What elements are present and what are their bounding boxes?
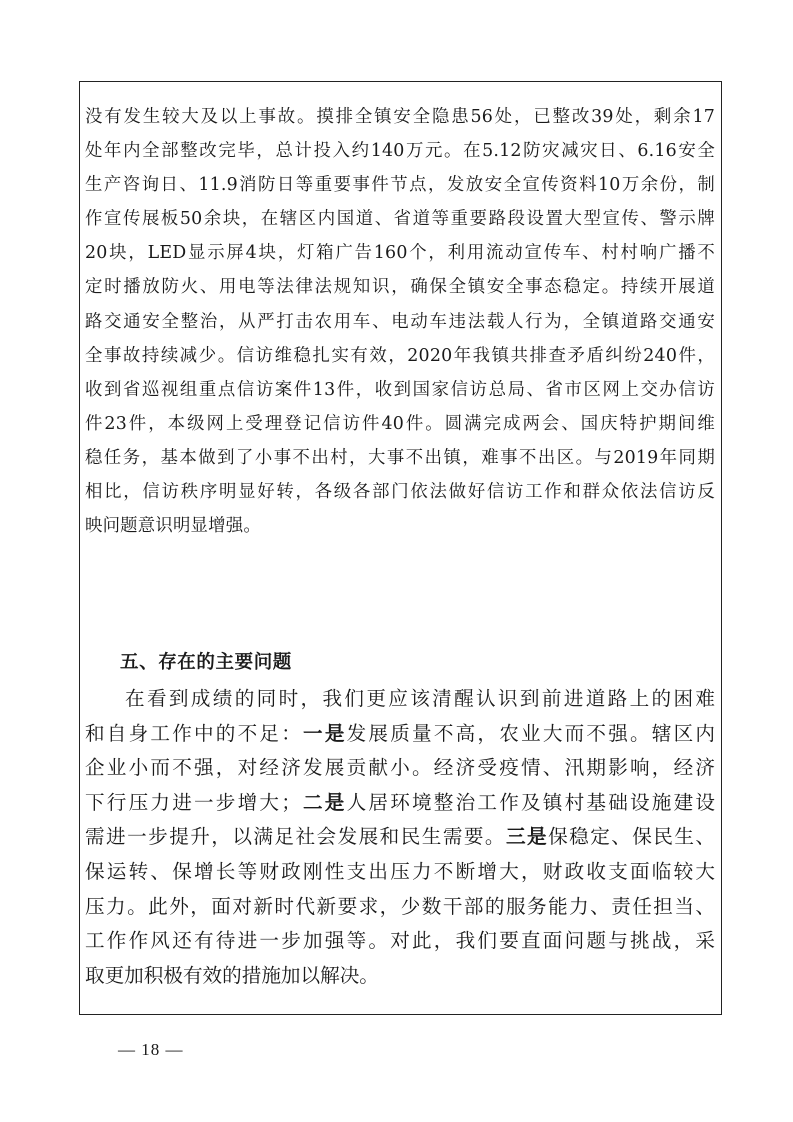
text-line: [85, 786, 715, 821]
text-line: 没有发生较大及以上事故。摸排全镇安全隐患56处，已整改39处，剩余17: [85, 107, 715, 127]
text-segment: 发展质量不高，农业大而不强。辖区内: [346, 721, 716, 745]
text-line: 生产咨询日、11.9消防日等重要事件节点，发放安全宣传资料10万余份，制: [85, 175, 715, 196]
text-line: 保运转、保增长等财政刚性支出压力不断增大，财政收支面临较大: [85, 859, 715, 883]
text-line: 处年内全部整改完毕，总计投入约140万元。在5.12防灾减灾日、6.16安全: [85, 141, 715, 162]
text-line: [85, 820, 715, 855]
text-line: 路交通安全整治，从严打击农用车、电动车违法载人行为，全镇道路交通安: [85, 311, 715, 332]
text-line: 全事故持续减少。信访维稳扎实有效，2020年我镇共排查矛盾纠纷240件，: [85, 345, 715, 366]
emphasis-third: 三是: [505, 825, 549, 849]
emphasis-second: 二是: [300, 790, 347, 814]
text-line: 收到省巡视组重点信访案件13件，收到国家信访总局、省市区网上交办信访: [85, 379, 715, 400]
section-heading: 五、存在的主要问题: [120, 652, 292, 673]
safety-and-petition-paragraph: [85, 100, 715, 543]
main-problems-paragraph: [85, 682, 715, 993]
text-line: 映问题意识明显增强。: [85, 516, 261, 537]
text-line: 作宣传展板50余块，在辖区内国道、省道等重要路段设置大型宣传、警示牌: [85, 209, 715, 230]
text-line: 压力。此外，面对新时代新要求，少数干部的服务能力、责任担当、: [85, 894, 715, 918]
text-segment: 人居环境整治工作及镇村基础设施建设: [346, 790, 716, 814]
text-line: 件23件，本级网上受理登记信访件40件。圆满完成两会、国庆特护期间维: [85, 413, 715, 434]
text-segment: 保稳定、保民生、: [548, 825, 716, 849]
text-segment: 需进一步提升，以满足社会发展和民生需要。: [85, 825, 506, 849]
text-line: 稳任务，基本做到了小事不出村，大事不出镇，难事不出区。与2019年同期: [85, 447, 715, 468]
text-line: 在看到成绩的同时，我们更应该清醒认识到前进道路上的困难: [125, 687, 715, 710]
text-line: 取更加积极有效的措施加以解决。: [85, 963, 379, 987]
text-segment: 和自身工作中的不足：: [85, 721, 304, 745]
text-line: 工作作风还有待进一步加强等。对此，我们要直面问题与挑战，采: [85, 929, 715, 953]
text-segment: 下行压力进一步增大；: [85, 790, 301, 814]
emphasis-first: 一是: [303, 721, 347, 745]
page-number: — 18 —: [118, 1040, 184, 1059]
text-line: [85, 717, 715, 752]
text-line: 20块，LED显示屏4块，灯箱广告160个，利用流动宣传车、村村响广播不: [85, 243, 715, 264]
text-line: 企业小而不强，对经济发展贡献小。经济受疫情、汛期影响，经济: [85, 756, 715, 780]
text-line: 相比，信访秩序明显好转，各级各部门依法做好信访工作和群众依法信访反: [85, 482, 715, 503]
text-line: 定时播放防火、用电等法律法规知识，确保全镇安全事态稳定。持续开展道: [85, 277, 715, 298]
